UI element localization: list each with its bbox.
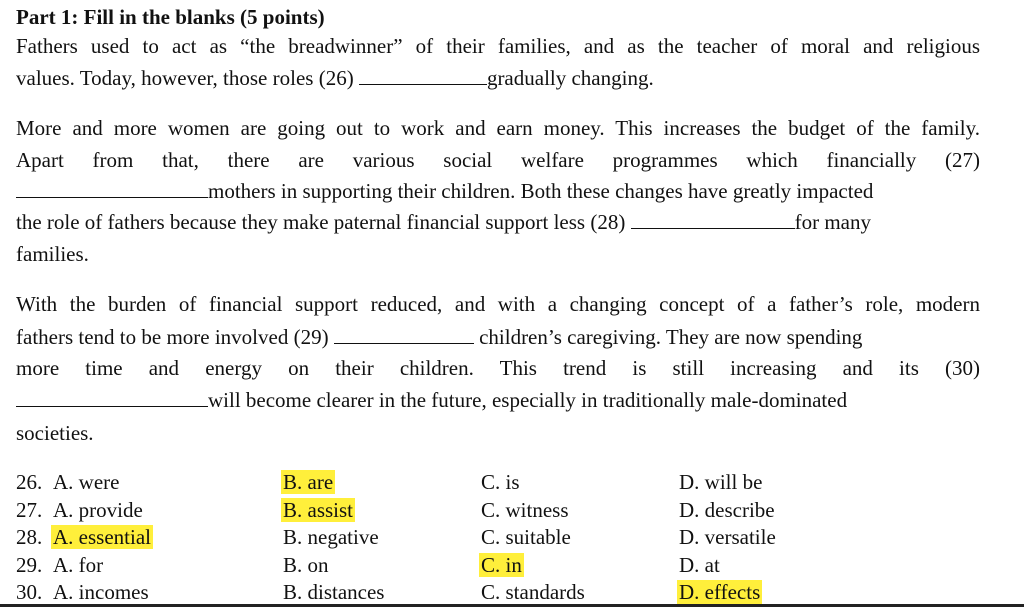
option-c <box>481 497 569 523</box>
option-d <box>679 552 720 578</box>
option-a <box>53 497 143 523</box>
question-number: 28. <box>16 525 43 549</box>
option-text: A. incomes <box>53 580 149 604</box>
highlighted-answer: C. in <box>481 552 522 577</box>
paragraph-2-line-5: families. <box>16 242 89 266</box>
option-b <box>283 552 329 578</box>
paragraph-1-line-2 <box>16 63 654 93</box>
option-text: B. distances <box>283 580 385 604</box>
paragraph-2-line-1: More and more women are going out to work and earn money. This increases the budget of the family. <box>16 116 980 140</box>
option-text: D. versatile <box>679 525 776 549</box>
option-a <box>53 579 149 605</box>
option-text: A. for <box>53 552 104 577</box>
option-a <box>51 524 153 550</box>
paragraph-3-line-3: more time and energy on their children. This trend is still increasing and its (30) <box>16 356 980 380</box>
option-b <box>283 579 384 605</box>
text-segment: values. Today, however, those roles (26) <box>16 66 354 90</box>
option-c <box>479 552 524 578</box>
blank-27 <box>16 179 208 198</box>
option-d <box>677 579 762 605</box>
text-segment: children’s caregiving. They are now spending <box>479 325 863 349</box>
paragraph-3-line-5: societies. <box>16 421 94 445</box>
option-text: D. will be <box>679 470 763 494</box>
option-text: B. negative <box>283 525 379 549</box>
question-number: 26. <box>16 470 43 494</box>
option-text: B. on <box>283 552 329 577</box>
option-a <box>53 552 103 578</box>
paragraph-2-line-4 <box>16 207 871 237</box>
option-a <box>53 469 119 495</box>
option-c <box>481 469 520 495</box>
highlighted-answer: D. effects <box>679 580 761 604</box>
option-c <box>481 524 571 550</box>
option-text: C. standards <box>481 580 585 604</box>
option-c <box>481 579 585 605</box>
blank-26 <box>359 66 487 85</box>
paragraph-2-line-3 <box>16 176 873 206</box>
blank-30 <box>16 388 208 407</box>
option-text: C. witness <box>481 497 569 522</box>
option-text: D. describe <box>679 497 775 522</box>
text-segment: fathers tend to be more involved (29) <box>16 325 329 349</box>
text-segment: the role of fathers because they make paternal financial support less (28) <box>16 210 626 234</box>
bottom-rule <box>0 604 1024 607</box>
blank-29 <box>334 325 474 344</box>
section-title: Part 1: Fill in the blanks (5 points) <box>16 5 325 29</box>
option-d <box>679 524 776 550</box>
paragraph-3-line-1: With the burden of financial support reduced, and with a changing concept of a father’s role, modern <box>16 292 980 316</box>
text-segment: gradually changing. <box>486 66 654 90</box>
text-segment: will become clearer in the future, especially in traditionally male-dominated <box>208 388 848 412</box>
option-text: A. provide <box>53 497 143 522</box>
highlighted-answer: B. assist <box>283 497 354 522</box>
option-text: A. were <box>53 470 120 494</box>
highlighted-answer: A. essential <box>53 525 151 549</box>
paragraph-3-line-2 <box>16 322 862 352</box>
option-text: D. at <box>679 552 720 577</box>
text-segment: mothers in supporting their children. Both these changes have greatly impacted <box>208 179 874 203</box>
option-text: C. is <box>481 470 520 494</box>
text-segment: for many <box>794 210 871 234</box>
question-number: 29. <box>16 552 43 577</box>
option-text: C. suitable <box>481 525 571 549</box>
question-number: 30. <box>16 580 43 604</box>
option-b <box>281 497 355 523</box>
paragraph-1-line-1: Fathers used to act as “the breadwinner” of their families, and as the teacher of moral and religious <box>16 34 980 58</box>
option-d <box>679 469 762 495</box>
blank-28 <box>631 210 795 229</box>
question-number: 27. <box>16 497 43 522</box>
highlighted-answer: B. are <box>283 470 334 494</box>
option-d <box>679 497 775 523</box>
option-b <box>281 469 335 495</box>
paragraph-3-line-4 <box>16 385 847 415</box>
paragraph-2-line-2: Apart from that, there are various social welfare programmes which financially (27) <box>16 148 980 172</box>
option-b <box>283 524 379 550</box>
